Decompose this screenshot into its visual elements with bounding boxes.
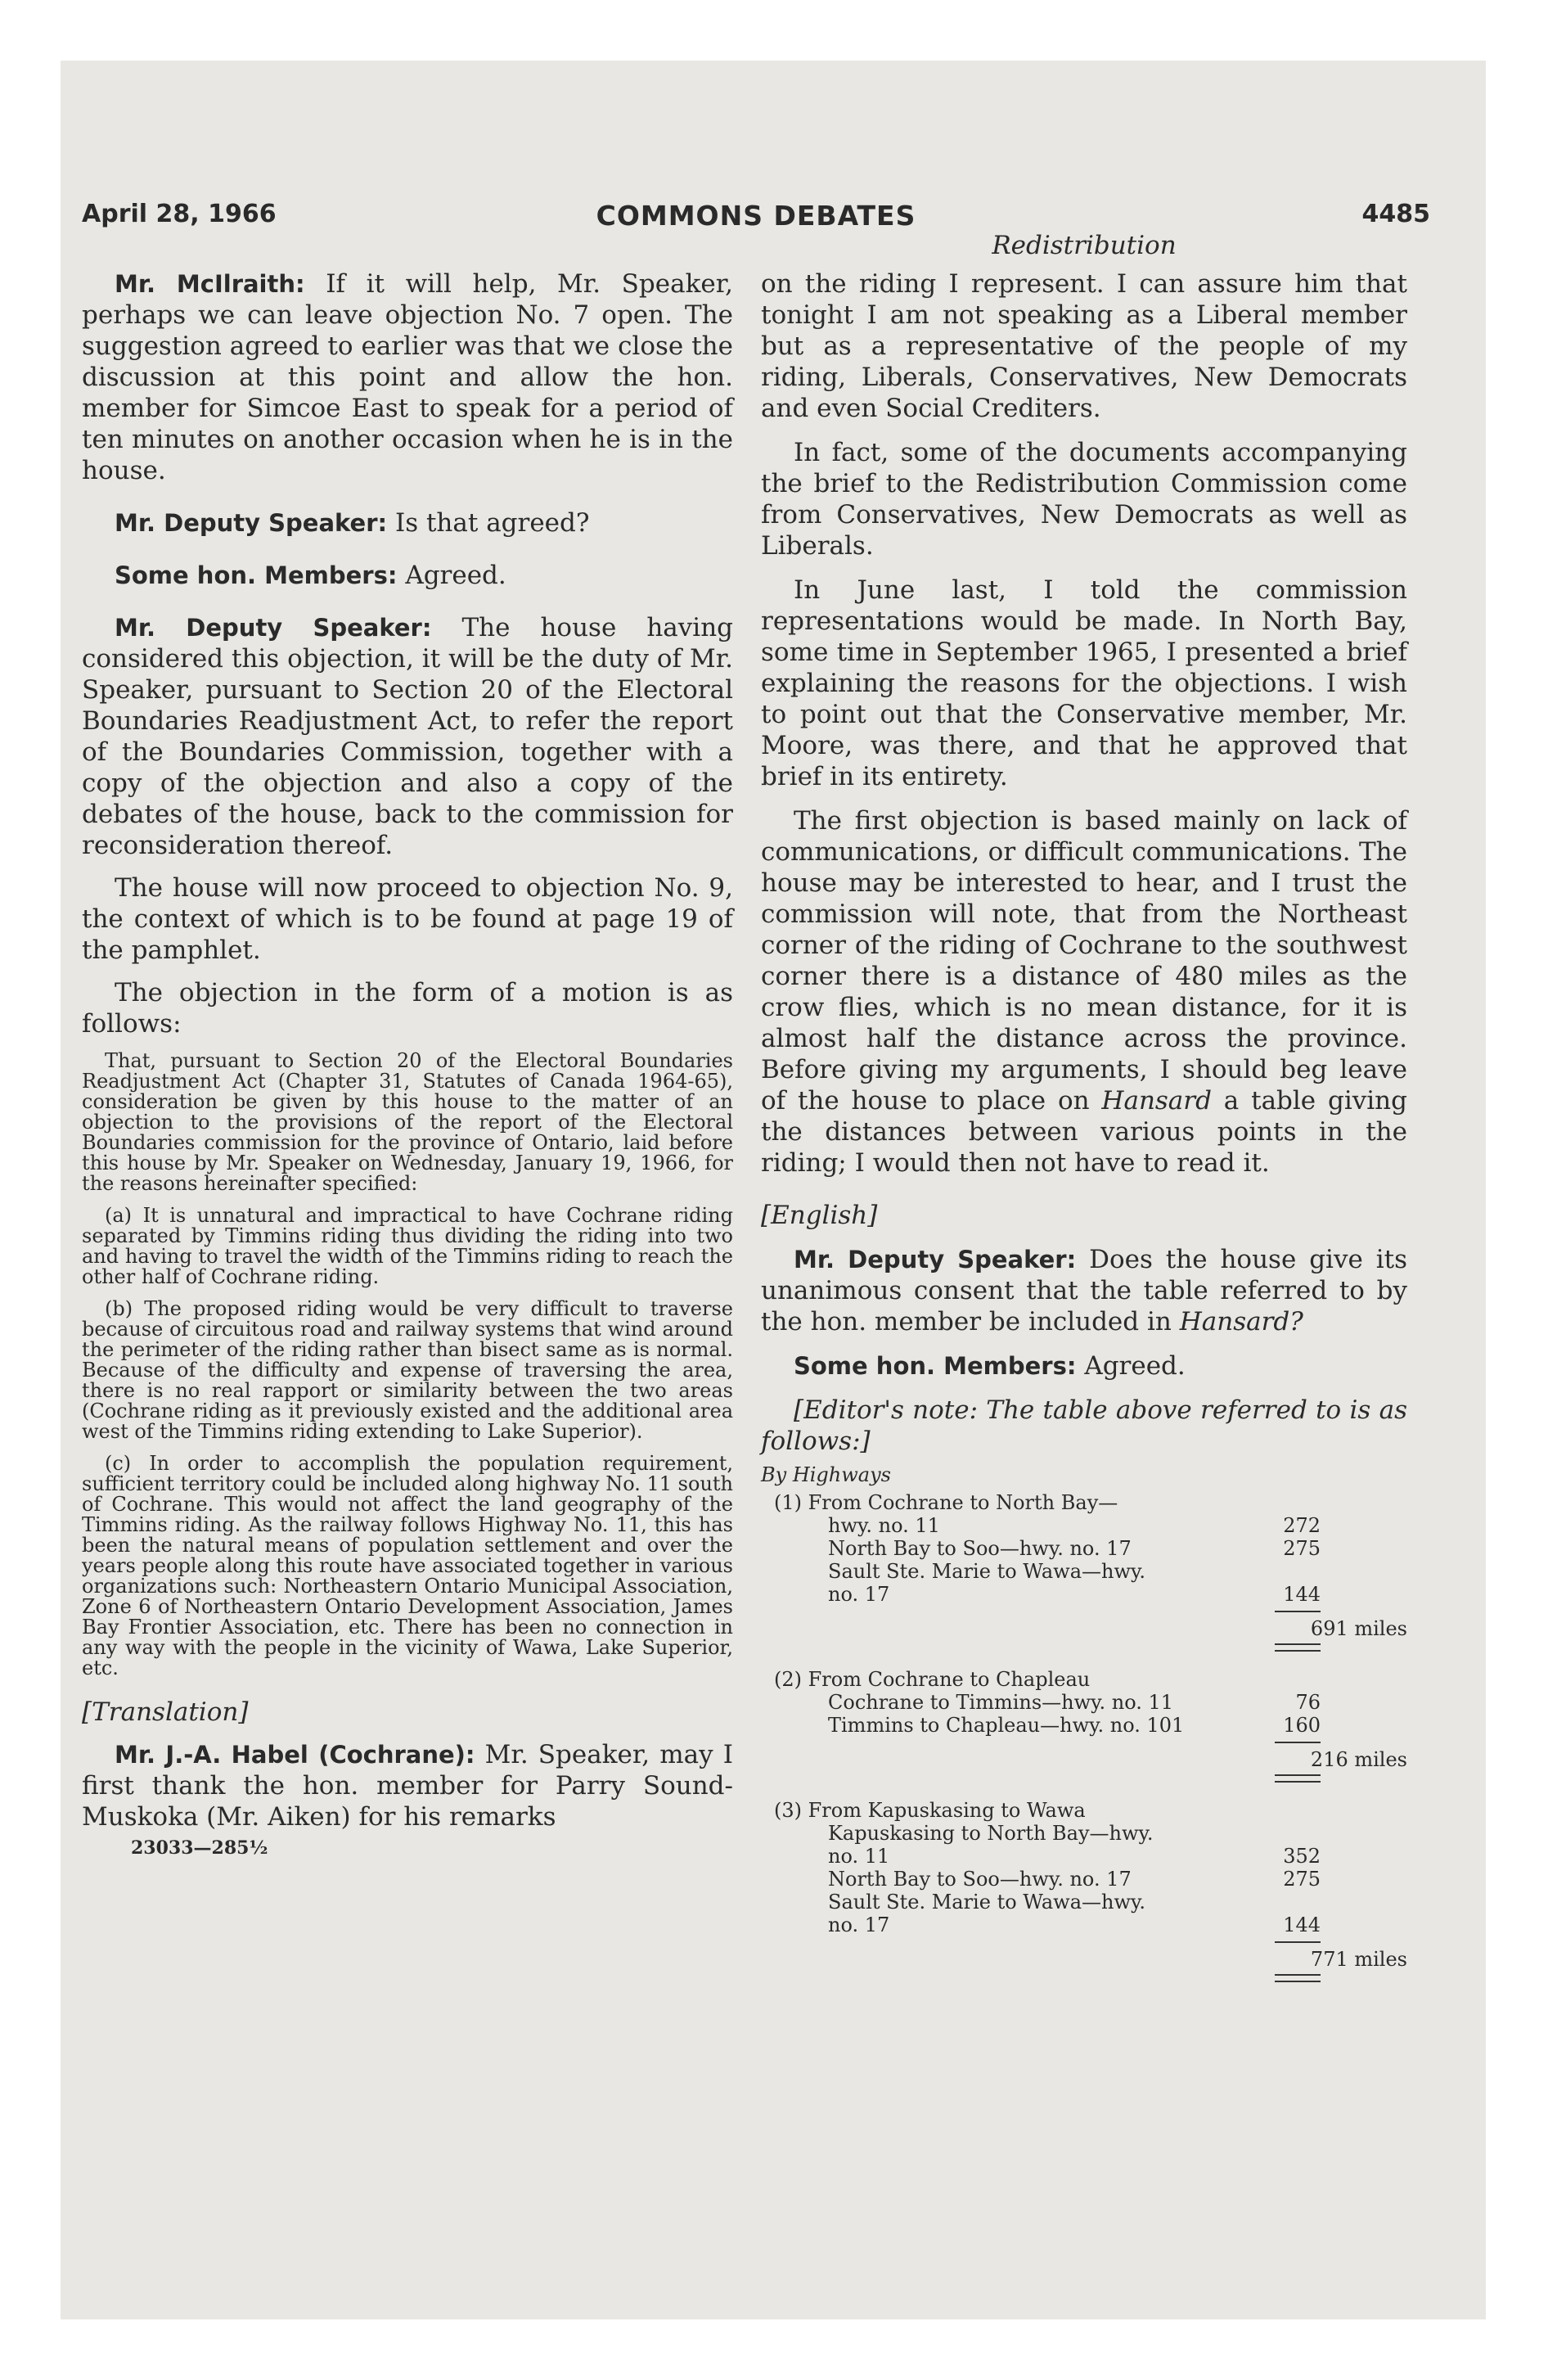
page-header: [82, 200, 1430, 232]
leg-description: Sault Ste. Marie to Wawa—hwy.: [828, 1560, 1146, 1583]
paragraph: [82, 1739, 733, 1832]
quote-paragraph: That, pursuant to Section 20 of the Electoral Boundaries Readjustment Act (Chapter 31, Statutes of Canada 1964-65), consideration be given by this house to the matter of an objection to the provisions of the report of the Electoral Boundaries commission for the province of Ontario, laid before this house by Mr. Speaker on Wednesday, January 19, 1966, for the reasons hereinafter specified:: [82, 1049, 733, 1195]
leg-description: Sault Ste. Marie to Wawa—hwy.: [828, 1891, 1146, 1913]
route-leg: [761, 1822, 1407, 1845]
speech-text: If it will help, Mr. Speaker, perhaps we can leave objection No. 7 open. The suggestion agreed to earlier was that we close the discussion at this point and allow the hon. member for Simcoe East to speak for a period of ten minutes on another occasion when he is in the house.: [82, 269, 733, 485]
route-leg: [761, 1514, 1407, 1537]
double-rule: [761, 1771, 1407, 1784]
english-label: [English]: [761, 1201, 878, 1230]
table-title: By Highways: [761, 1463, 891, 1486]
route-heading: (2) From Cochrane to Chapleau: [774, 1668, 1091, 1691]
leg-description: no. 11: [828, 1845, 890, 1868]
route-total: [761, 1748, 1407, 1771]
left-column: [82, 268, 733, 1859]
hansard-ref: Hansard: [1101, 1086, 1212, 1116]
leg-miles: 272: [1283, 1514, 1321, 1537]
leg-description: Timmins to Chapleau—hwy. no. 101: [828, 1714, 1185, 1737]
speaker-name: Some hon. Members:: [115, 561, 398, 589]
route-total: [761, 1948, 1407, 1971]
route-leg: [761, 1691, 1407, 1714]
paragraph: on the riding I represent. I can assure him that tonight I am not speaking as a Liberal member but as a representative of the people of my riding, Liberals, Conservatives, New Democrats and even Social Crediters.: [761, 269, 1407, 423]
paragraph: [761, 1244, 1407, 1337]
speaker-name: Mr. Deputy Speaker:: [115, 614, 432, 642]
paragraph: In fact, some of the documents accompanying the brief to the Redistribution Commission come from Conservatives, New Democrats as well as Liberals.: [761, 438, 1407, 561]
speech-text: The first objection is based mainly on lack of communications, or difficult communications. The house may be interested to hear, and I trust the commission will note, that from the Northeast corner of the riding of Cochrane to the southwest corner there is a distance of 480 miles as the crow flies, which is no mean distance, for it is almost half the distance across the province. Before giving my arguments, I should beg leave of the house to place on: [761, 806, 1407, 1116]
speech-text: Agreed.: [405, 561, 506, 590]
route-total: [761, 1617, 1407, 1640]
speech-text: Agreed.: [1084, 1351, 1186, 1381]
editor-note: [Editor's note: The table above referred to is as follows:]: [761, 1395, 1407, 1456]
speech-text: Is that agreed?: [394, 508, 590, 538]
paragraph: [761, 1350, 1407, 1382]
paragraph: [82, 560, 733, 591]
distance-table: [761, 1463, 1407, 1984]
leg-description: North Bay to Soo—hwy. no. 17: [828, 1868, 1132, 1891]
leg-miles: 76: [1295, 1691, 1321, 1714]
quote-paragraph: (c) In order to accomplish the population requirement, sufficient territory could be included along highway No. 11 south of Cochrane. This would not affect the land geography of the Timmins riding. As the railway follows Highway No. 11, this has been the natural means of population settlement and over the years people along this route have associated together in various organizations such: Northeastern Ontario Municipal Association, Zone 6 of Northeastern Ontario Development Association, James Bay Frontier Association, etc. There has been no connection in any way with the people in the vicinity of Wawa, Lake Superior, etc.: [82, 1452, 733, 1679]
leg-description: hwy. no. 11: [828, 1514, 940, 1537]
route-leg: [761, 1583, 1407, 1606]
route-leg: [761, 1868, 1407, 1891]
leg-miles: 275: [1283, 1868, 1321, 1891]
leg-description: North Bay to Soo—hwy. no. 17: [828, 1537, 1132, 1560]
leg-miles: 352: [1283, 1845, 1321, 1868]
speaker-name: Mr. J.-A. Habel (Cochrane):: [115, 1741, 475, 1769]
sum-rule: [761, 1606, 1407, 1617]
route-gap: [761, 1784, 1407, 1799]
speaker-name: Mr. Deputy Speaker:: [115, 509, 388, 537]
speech-text: Mr. Speaker, may I first thank the hon. member for Parry Sound-Muskoka (Mr. Aiken) for his remarks: [82, 1740, 734, 1832]
route-leg: [761, 1560, 1407, 1583]
speaker-name: Some hon. Members:: [794, 1352, 1077, 1380]
paragraph: In June last, I told the commission representations would be made. In North Bay, some time in September 1965, I presented a brief explaining the reasons for the objections. I wish to point out that the Conservative member, Mr. Moore, was there, and that he approved that brief in its entirety.: [761, 575, 1407, 791]
speech-text: The house having considered this objection, it will be the duty of Mr. Speaker, pursuant to Section 20 of the Electoral Boundaries Readjustment Act, to refer the report of the Boundaries Commission, together with a copy of the objection and also a copy of the debates of the house, back to the commission for reconsideration thereof.: [82, 613, 734, 860]
sum-rule: [761, 1936, 1407, 1948]
header-page-number: 4485: [1361, 200, 1430, 228]
paragraph: The house will now proceed to objection No. 9, the context of which is to be found at page 19 of the pamphlet.: [82, 873, 733, 965]
route-gap: [761, 1653, 1407, 1668]
leg-miles: 275: [1283, 1537, 1321, 1560]
leg-description: no. 17: [828, 1913, 890, 1936]
quote-paragraph: (a) It is unnatural and impractical to have Cochrane riding separated by Timmins riding thus dividing the riding into two and having to travel the width of the Timmins riding to reach the other half of Cochrane riding.: [82, 1204, 733, 1288]
double-rule: [761, 1640, 1407, 1653]
paragraph: [82, 268, 733, 486]
paragraph: [761, 805, 1407, 1179]
speaker-name: Mr. Deputy Speaker:: [794, 1246, 1077, 1273]
double-rule: [761, 1971, 1407, 1984]
total-miles: 691 miles: [1310, 1617, 1407, 1640]
total-miles: 771 miles: [1310, 1948, 1407, 1971]
leg-description: no. 17: [828, 1583, 890, 1606]
leg-description: Cochrane to Timmins—hwy. no. 11: [828, 1691, 1174, 1714]
route-leg: [761, 1845, 1407, 1868]
header-date: April 28, 1966: [82, 200, 277, 228]
route-leg: [761, 1714, 1407, 1737]
route-heading: (1) From Cochrane to North Bay—: [774, 1491, 1118, 1514]
sum-rule: [761, 1737, 1407, 1748]
leg-description: Kapuskasing to North Bay—hwy.: [828, 1822, 1154, 1845]
leg-miles: 160: [1283, 1714, 1321, 1737]
motion-quote: [82, 1051, 733, 1679]
hansard-ref: Hansard?: [1179, 1307, 1303, 1336]
route-leg: [761, 1913, 1407, 1936]
route-leg: [761, 1537, 1407, 1560]
header-title: COMMONS DEBATES: [596, 200, 916, 232]
route-leg: [761, 1891, 1407, 1913]
paragraph: The objection in the form of a motion is as follows:: [82, 978, 733, 1039]
footer-code: 23033—285½: [131, 1837, 268, 1859]
right-column: [761, 268, 1407, 1984]
route-heading: (3) From Kapuskasing to Wawa: [774, 1799, 1086, 1822]
speech-text: a table giving the distances between various points in the riding; I would then not have to read it.: [761, 1086, 1407, 1178]
leg-miles: 144: [1283, 1583, 1321, 1606]
paragraph: [82, 612, 733, 861]
total-miles: 216 miles: [1310, 1748, 1407, 1771]
leg-miles: 144: [1283, 1913, 1321, 1936]
translation-label: [Translation]: [82, 1697, 249, 1727]
paragraph: [82, 507, 733, 539]
speaker-name: Mr. McIlraith:: [115, 270, 305, 298]
speech-text: Does the house give its unanimous consent that the table referred to by the hon. member be included in: [761, 1245, 1407, 1336]
section-subtitle: Redistribution: [992, 231, 1177, 260]
quote-paragraph: (b) The proposed riding would be very difficult to traverse because of circuitous road and railway systems that wind around the perimeter of the riding rather than bisect same as is normal. Because of the difficulty and expense of traversing the area, there is no real rapport or similarity between the two areas (Cochrane riding as it previously existed and the additional area west of the Timmins riding extending to Lake Superior).: [82, 1297, 733, 1443]
